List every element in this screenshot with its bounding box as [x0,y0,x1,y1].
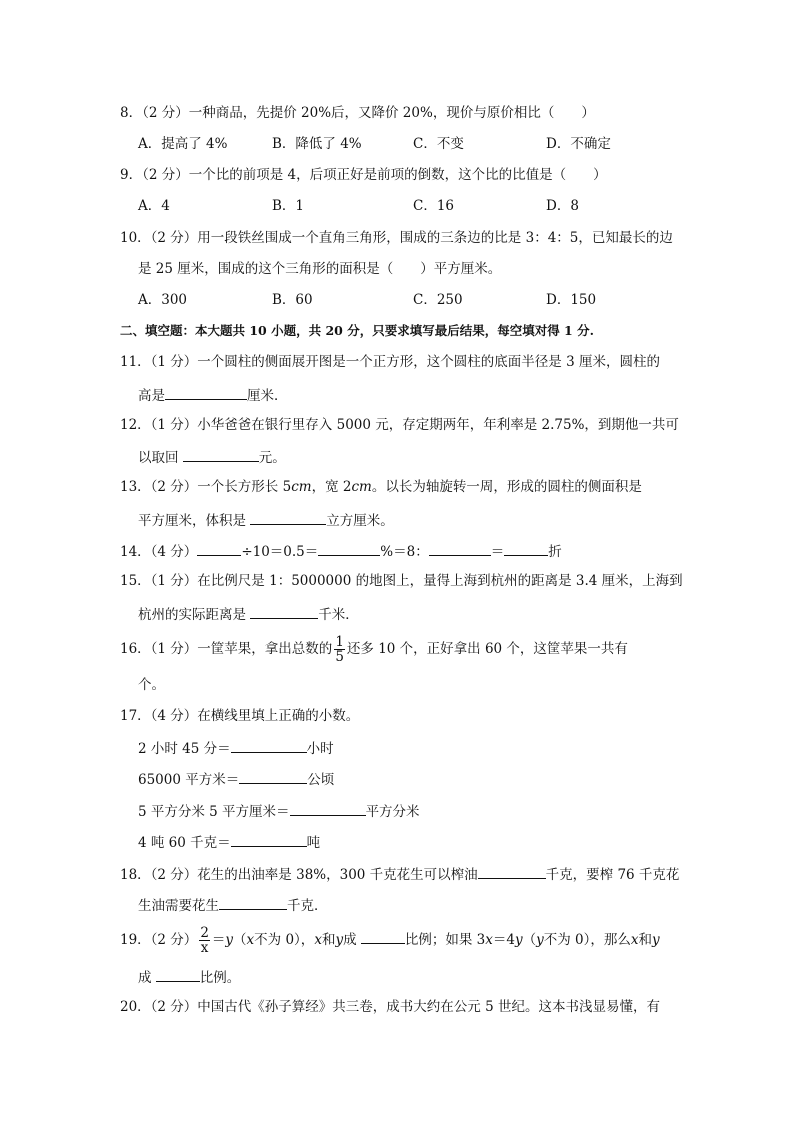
paren-open: （ [233,932,247,948]
conjunction-text: 和 [321,932,336,948]
question-14-prefix: 14．（4 分） [120,544,198,560]
question-10-option-d: D．150 [546,292,597,308]
question-13-text-e: 立方厘米。 [326,513,394,529]
variable-y: y [225,932,234,948]
question-11-line-2 [138,385,288,405]
answer-blank[interactable] [239,769,307,784]
question-15-line-2-prefix: 杭州的实际距离是 [138,607,246,623]
row-suffix: 公顷 [307,772,335,788]
fraction-one-fifth [334,635,345,664]
row-prefix: 2 小时 45 分＝ [138,741,231,757]
answer-blank[interactable] [504,541,548,556]
variable-y: y [514,932,523,948]
question-12-line-2-prefix: 以取回 [138,450,179,466]
question-12-line-1: 12．（1 分）小华爸爸在银行里存入 5000 元，存定期两年，年利率是 2.75%，到期他一共可 [120,417,679,433]
question-10-option-a: A．300 [138,292,188,308]
question-19-text-k: 成 [138,970,152,986]
question-14-part-2: %＝8： [380,544,429,560]
question-8-option-b: B．降低了 4% [272,136,362,152]
question-15-line-2 [138,604,359,624]
question-16-line-1 [120,635,628,664]
row-suffix: 吨 [306,835,321,851]
question-9-text: 9．（2 分）一个比的前项是 4，后项正好是前项的倒数，这个比的比值是（ ） [120,167,607,183]
question-13-line-2 [138,510,394,530]
row-suffix: 平方分米 [365,804,420,820]
unit-cm: cm [351,479,372,495]
question-15-line-2-suffix: 千米． [318,607,359,623]
conjunction-text: 和 [638,932,653,948]
question-17-row-2 [138,769,334,789]
answer-blank[interactable] [318,541,380,556]
question-12-line-2-suffix: 元。 [258,450,286,466]
row-prefix: 65000 平方米＝ [138,772,240,788]
answer-blank[interactable] [165,385,247,400]
answer-blank[interactable] [250,604,318,619]
question-16-line-2: 个。 [138,677,165,693]
question-9-option-c: C．16 [413,198,455,214]
fraction-denominator: 5 [335,649,344,665]
question-19-line-2 [138,967,240,987]
question-9-option-b: B．1 [272,198,305,214]
question-18-text-b: 千克，要榨 76 千克花 [545,867,680,883]
equals-sign: ＝ [211,932,226,948]
answer-blank[interactable] [183,447,259,462]
question-18-line-1 [120,864,679,884]
question-16-prefix: 16．（1 分）一筐苹果，拿出总数的 [120,641,333,657]
question-16-suffix: 还多 10 个，正好拿出 60 个，这筐苹果一共有 [346,641,628,657]
question-13-line-1 [120,478,642,496]
question-9-option-a: A．4 [138,198,170,214]
variable-x: x [246,932,255,948]
answer-blank[interactable] [156,967,200,982]
question-8-option-a: A．提高了 4% [138,136,228,152]
variable-y: y [335,932,344,948]
question-17-text: 17．（4 分）在横线里填上正确的小数。 [120,708,360,724]
equation-text: ＝4 [492,932,515,948]
question-12-line-2 [138,447,286,467]
question-10-option-b: B．60 [272,292,313,308]
condition-text: 不为 0），那么 [543,932,631,948]
answer-blank[interactable] [219,895,287,910]
variable-x: x [485,932,493,948]
variable-x: x [314,932,322,948]
question-8-option-c: C．不变 [413,136,464,152]
variable-y: y [536,932,544,948]
question-18-text-a: 18．（2 分）花生的出油率是 38%，300 千克花生可以榨油 [120,867,478,883]
question-8-text: 8．（2 分）一种商品，先提价 20%后，又降价 20%，现价与原价相比（ ） [120,105,595,121]
question-11-line-2-suffix: 厘米． [247,388,288,404]
row-prefix: 5 平方分米 5 平方厘米＝ [138,804,290,820]
row-suffix: 小时 [306,741,334,757]
fraction-denominator: x [200,940,209,956]
question-10-line-1: 10．（2 分）用一段铁丝围成一个直角三角形，围成的三条边的比是 3：4：5，已知最长的边 [120,230,673,246]
question-13-text-b: ，宽 2 [311,479,352,495]
question-11-line-2-prefix: 高是 [138,388,165,404]
question-13-text-d: 平方厘米，体积是 [138,513,246,529]
question-9-option-d: D．8 [546,198,579,214]
answer-blank[interactable] [429,541,491,556]
question-19-prefix: 19．（2 分） [120,932,198,948]
question-18-line-2 [138,895,328,915]
question-15-line-1: 15．（1 分）在比例尺是 1：5000000 的地图上，量得上海到杭州的距离是 3.4 厘米，上海到 [120,573,683,589]
question-19-text-l: 比例。 [199,970,241,986]
question-11-line-1: 11．（1 分）一个圆柱的侧面展开图是一个正方形，这个圆柱的底面半径是 3 厘米，圆柱的 [120,354,660,370]
question-10-line-2: 是 25 厘米，围成的这个三角形的面积是（ ）平方厘米。 [138,261,502,277]
question-14-part-1: ÷10＝0.5＝ [241,544,319,560]
question-14-line [120,541,562,561]
answer-blank[interactable] [197,541,241,556]
relation-text: 比例；如果 3 [404,932,486,948]
row-prefix: 4 吨 60 千克＝ [138,835,231,851]
question-20-line-1: 20．（2 分）中国古代《孙子算经》共三卷，成书大约在公元 5 世纪。这本书浅显易懂，有 [120,999,660,1015]
unit-cm: cm [291,479,312,495]
fraction-numerator: 2 [200,925,209,941]
answer-blank[interactable] [361,929,405,944]
fraction-numerator: 1 [335,634,344,650]
answer-blank[interactable] [250,510,326,525]
question-13-text-c: 。以长为轴旋转一周，形成的圆柱的侧面积是 [371,479,642,495]
answer-blank[interactable] [231,738,307,753]
variable-y: y [652,932,660,948]
question-19-line-1 [120,926,660,955]
answer-blank[interactable] [478,864,546,879]
question-18-text-d: 千克． [287,898,328,914]
answer-blank[interactable] [231,832,307,847]
question-14-part-4: 折 [548,544,562,560]
question-17-row-1 [138,738,334,758]
paren-open: （ [522,932,537,948]
question-10-option-c: C．250 [413,292,463,308]
fraction-two-over-x [199,926,210,955]
question-18-text-c: 生油需要花生 [138,898,219,914]
condition-text: 不为 0）， [254,932,315,948]
question-8-option-d: D．不确定 [546,136,611,152]
question-14-part-3: ＝ [490,544,505,560]
verb-text: 成 [343,932,357,948]
section-2-heading: 二、填空题：本大题共 10 小题，共 20 分，只要求填写最后结果，每空填对得 1 分. [120,323,594,338]
variable-x: x [630,932,639,948]
question-17-row-3 [138,801,420,821]
question-17-row-4 [138,832,320,852]
answer-blank[interactable] [290,801,366,816]
question-13-text-a: 13．（2 分）一个长方形长 5 [120,479,292,495]
